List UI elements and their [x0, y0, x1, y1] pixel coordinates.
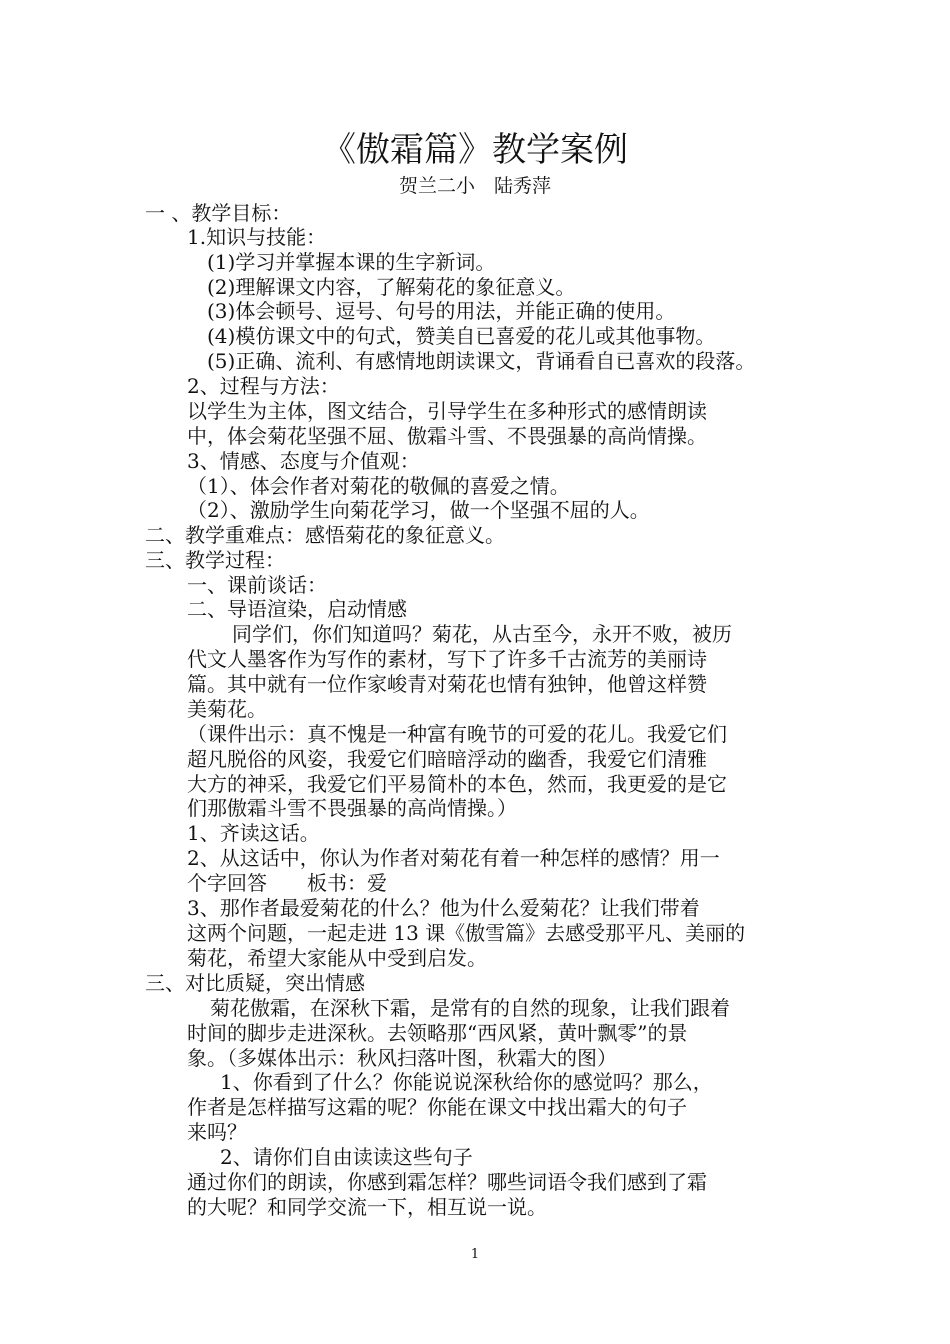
subsection-heading: 1.知识与技能：: [187, 225, 327, 249]
section-heading: 一 、教学目标：: [145, 201, 292, 225]
list-item: (2)理解课文内容，了解菊花的象征意义。: [207, 275, 576, 299]
paragraph-line: 象。（多媒体出示：秋风扫落叶图，秋霜大的图）: [187, 1046, 617, 1070]
paragraph-line: 篇。其中就有一位作家峻青对菊花也情有独钟，他曾这样赞: [187, 672, 707, 696]
list-item: (4)模仿课文中的句式，赞美自已喜爱的花儿或其他事物。: [207, 324, 716, 348]
paragraph-line: 美菊花。: [187, 697, 267, 721]
page-number: 1: [470, 1247, 480, 1262]
list-item: 2、请你们自由读读这些句子: [220, 1145, 473, 1169]
list-item: (1)学习并掌握本课的生字新词。: [207, 250, 496, 274]
paragraph-line: 时间的脚步走进深秋。去领略那“西风紧，黄叶飘零”的景: [187, 1021, 688, 1045]
section-heading: 三、教学过程：: [145, 548, 285, 572]
author-line: 贺兰二小 陆秀萍: [398, 175, 551, 197]
paragraph-line: 菊花傲霜，在深秋下霜，是常有的自然的现象，让我们跟着: [210, 996, 730, 1020]
paragraph-line: 菊花，希望大家能从中受到启发。: [187, 946, 487, 970]
paragraph-line: 通过你们的朗读，你感到霜怎样？哪些词语令我们感到了霜: [187, 1170, 707, 1194]
document-title: 《傲霜篇》教学案例: [322, 130, 628, 170]
subsection-heading: 一、课前谈话：: [187, 573, 327, 597]
paragraph-line: 代文人墨客作为写作的素材，写下了许多千古流芳的美丽诗: [187, 647, 707, 671]
paragraph-line: 的大呢？和同学交流一下，相互说一说。: [187, 1195, 547, 1219]
list-item: （1）、体会作者对菊花的敬佩的喜爱之情。: [187, 474, 570, 498]
paragraph-line: 大方的神采，我爱它们平易简朴的本色，然而，我更爱的是它: [187, 772, 727, 796]
paragraph-line: 这两个问题，一起走进 13 课《傲雪篇》去感受那平凡、美丽的: [187, 921, 746, 945]
list-item: 3、那作者最爱菊花的什么？他为什么爱菊花？让我们带着: [187, 896, 700, 920]
paragraph-line: 同学们，你们知道吗？菊花，从古至今，永开不败，被历: [232, 622, 732, 646]
list-item: (3)体会顿号、逗号、句号的用法，并能正确的使用。: [207, 299, 676, 323]
list-item: 1、齐读这话。: [187, 821, 320, 845]
list-item: 2、从这话中，你认为作者对菊花有着一种怎样的感情？用一: [187, 846, 720, 870]
subsection-heading: 3、情感、态度与介值观：: [187, 449, 420, 473]
paragraph-line: 作者是怎样描写这霜的呢？你能在课文中找出霜大的句子: [187, 1095, 687, 1119]
list-item: 1、你看到了什么？你能说说深秋给你的感觉吗？那么，: [220, 1070, 713, 1094]
subsection-heading: 2、过程与方法：: [187, 374, 340, 398]
list-item: (5)正确、流利、有感情地朗读课文，背诵看自已喜欢的段落。: [207, 349, 756, 373]
paragraph-line: 中，体会菊花坚强不屈、傲霜斗雪、不畏强暴的高尚情操。: [187, 424, 707, 448]
paragraph-line: 个字回答 板书：爱: [187, 871, 387, 895]
paragraph-line: 以学生为主体，图文结合，引导学生在多种形式的感情朗读: [187, 399, 707, 423]
paragraph-line: 超凡脱俗的风姿，我爱它们暗暗浮动的幽香，我爱它们清雅: [187, 747, 707, 771]
subsection-heading: 二、导语渲染，启动情感: [187, 597, 407, 621]
list-item: （2）、激励学生向菊花学习，做一个坚强不屈的人。: [187, 498, 650, 522]
section-heading: 二、教学重难点：感悟菊花的象征意义。: [145, 523, 505, 547]
paragraph-line: 们那傲霜斗雪不畏强暴的高尚情操。）: [187, 796, 517, 820]
section-heading: 三、对比质疑，突出情感: [145, 971, 365, 995]
paragraph-line: （课件出示：真不愧是一种富有晚节的可爱的花儿。我爱它们: [187, 722, 727, 746]
paragraph-line: 来吗？: [187, 1120, 247, 1144]
